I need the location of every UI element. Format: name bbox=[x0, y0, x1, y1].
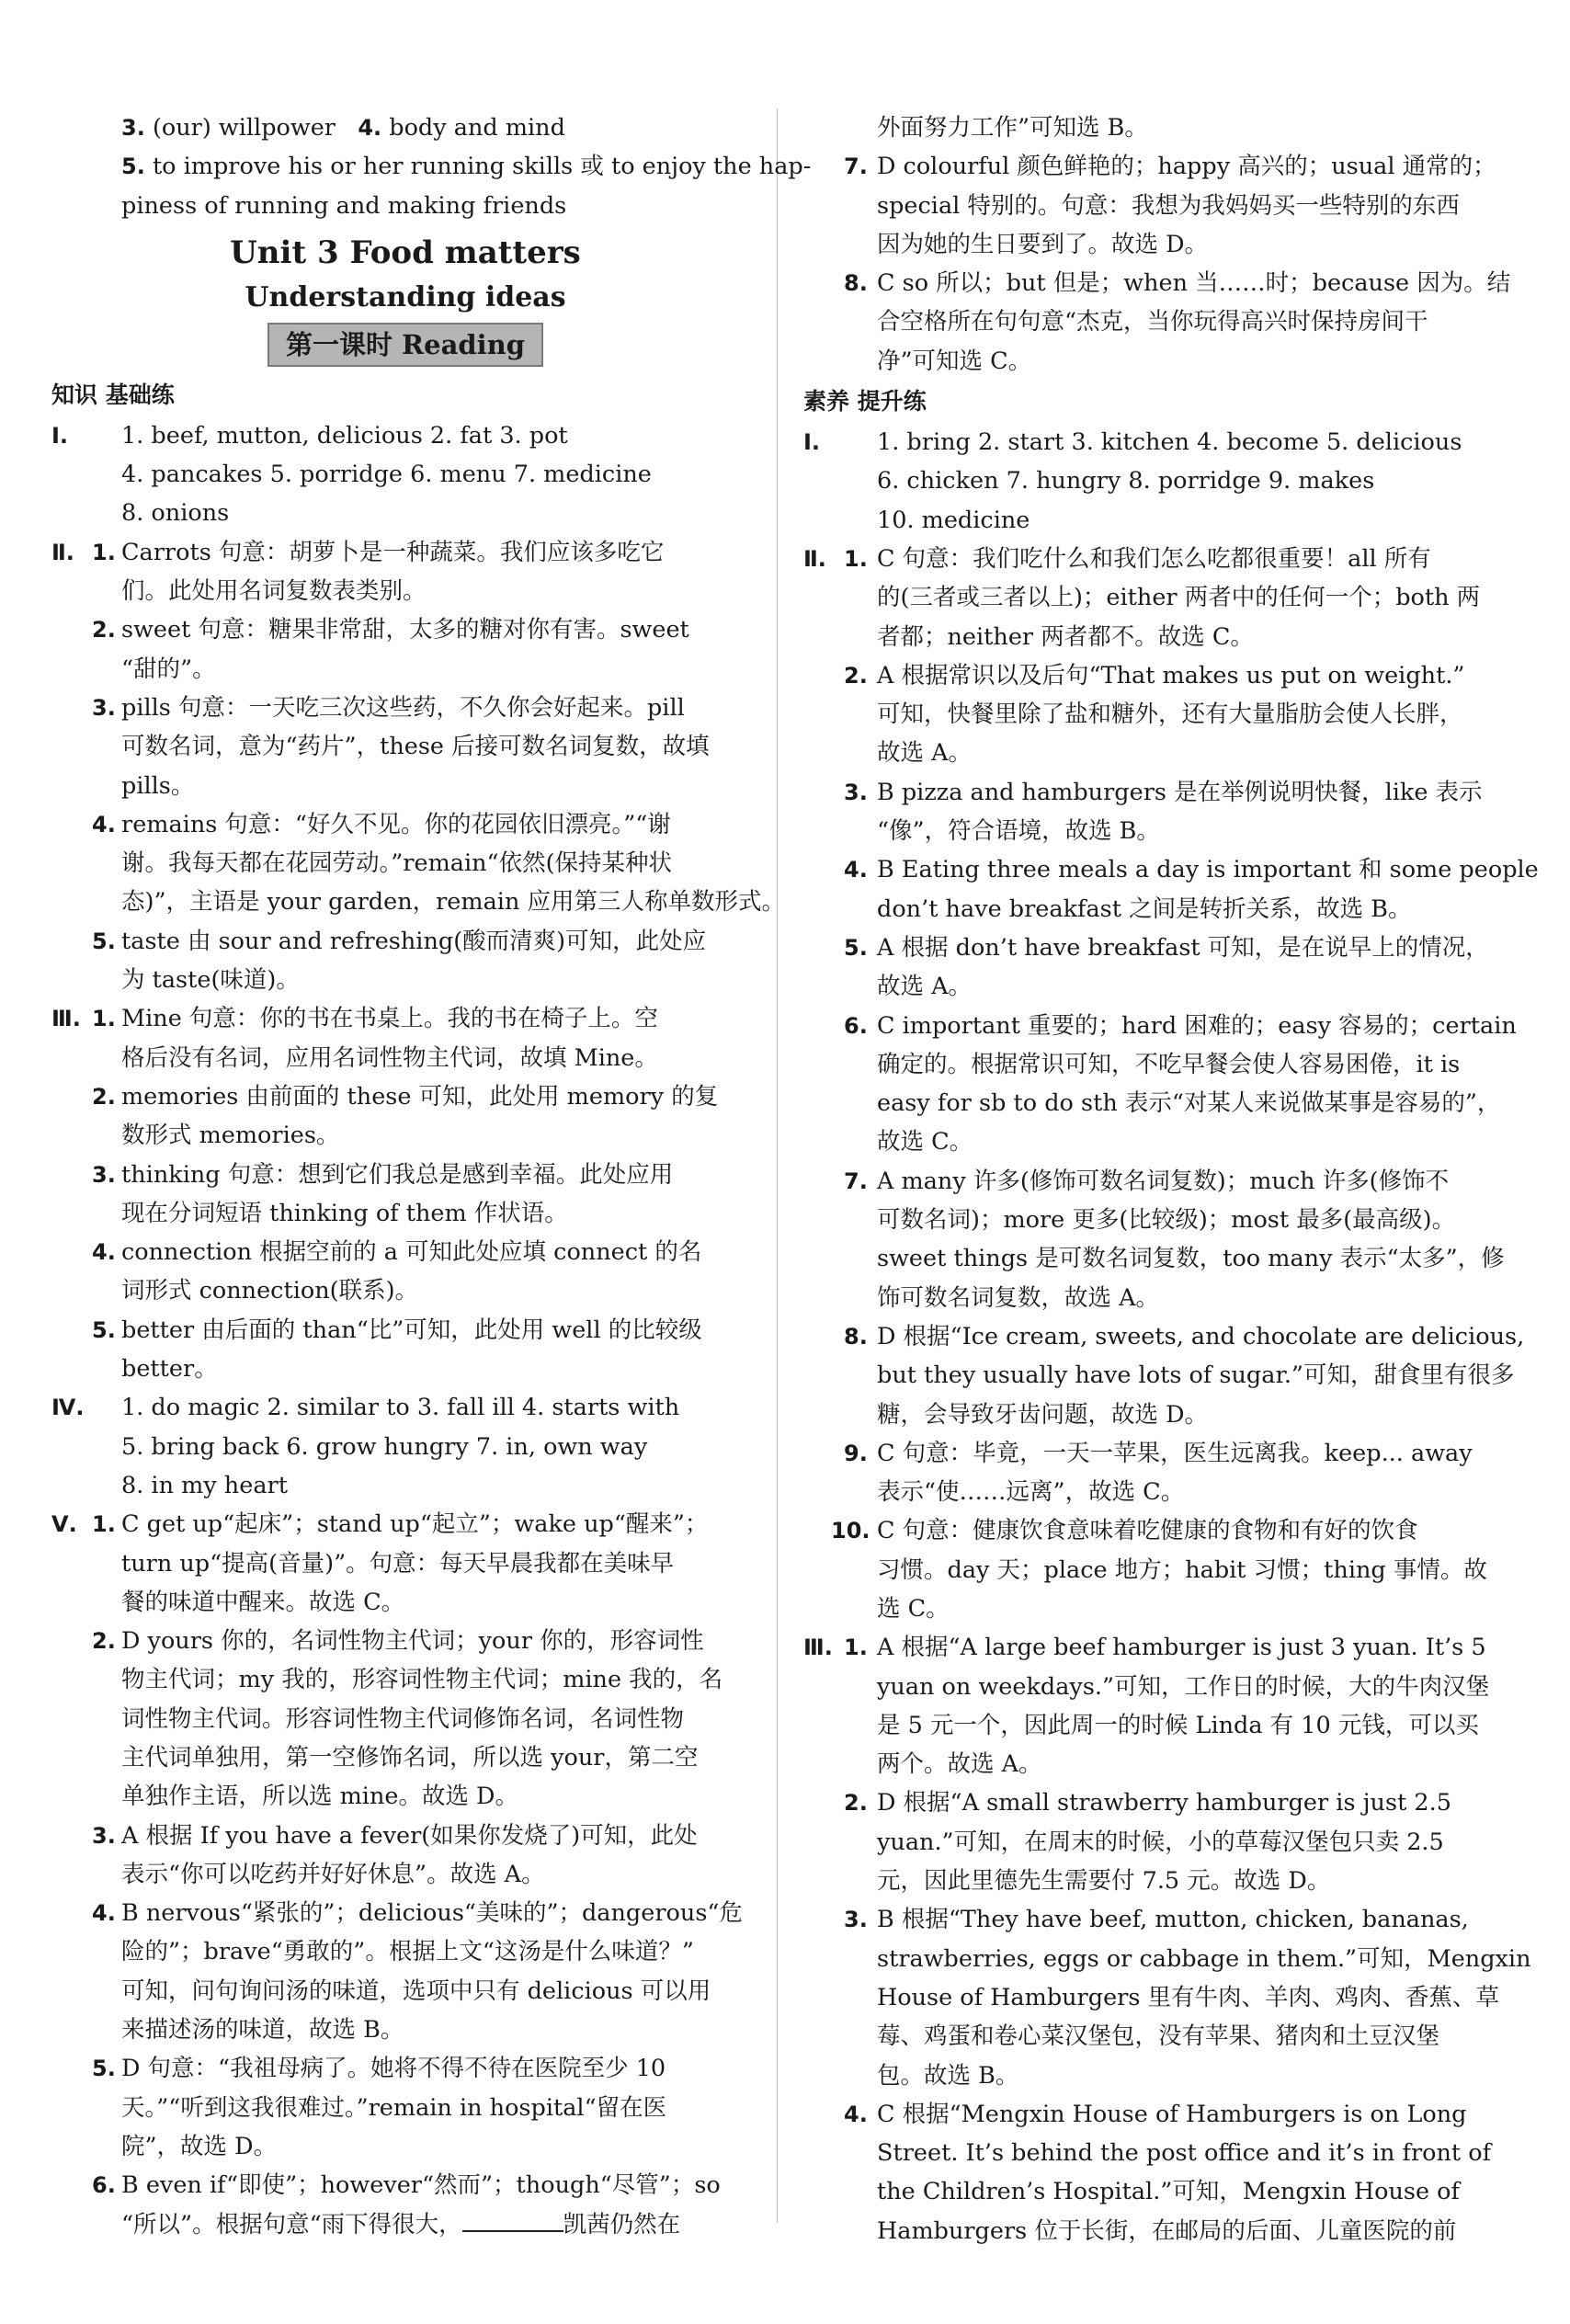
section-R-II bbox=[803, 540, 1539, 1628]
answer-line: 两个。故选 A。 bbox=[877, 1750, 1042, 1779]
answer-line: Mine 句意：你的书在书桌上。我的书在椅子上。空 bbox=[121, 1005, 658, 1033]
answer-line: 主代词单独用，第一空修饰名词，所以选 your，第二空 bbox=[121, 1743, 699, 1771]
answer-line: D 根据“Ice cream, sweets, and chocolate are delicious, bbox=[877, 1322, 1525, 1350]
answer-line: 习惯。day 天；place 地方；habit 习惯；thing 事情。故 bbox=[877, 1555, 1487, 1584]
answer-line: 可知，快餐里除了盐和糖外，还有大量脂肪会使人长胖， bbox=[877, 701, 1463, 729]
answer-line: 故选 C。 bbox=[877, 1128, 973, 1156]
answer-line: strawberries, eggs or cabbage in them.”可知，Mengxin bbox=[877, 1944, 1531, 1973]
answer-line: 态)”，主语是 your garden，remain 应用第三人称单数形式。 bbox=[121, 888, 785, 917]
answer-line: better 由后面的 than“比”可知，此处用 well 的比较级 bbox=[121, 1316, 702, 1344]
answer-line: 是 5 元一个，因此周一的时候 Linda 有 10 元钱，可以买 bbox=[877, 1711, 1479, 1739]
answer-line: 饰可数名词复数，故选 A。 bbox=[877, 1283, 1160, 1312]
item-number: 1. bbox=[92, 1006, 116, 1032]
item-number: 2. bbox=[92, 1083, 116, 1110]
section-roman-numeral: Ⅲ. bbox=[51, 1006, 81, 1032]
item-number: 7. bbox=[844, 154, 868, 180]
answer-line: 可数名词，意为“药片”，these 后接可数名词复数，故填 bbox=[121, 733, 710, 761]
answer-item bbox=[51, 805, 785, 922]
answer-line: 为 taste(味道)。 bbox=[121, 966, 300, 995]
section-roman-numeral: Ⅲ. bbox=[803, 1635, 833, 1661]
section-basic-heading: 知识 基础练 bbox=[51, 381, 175, 408]
section-V bbox=[51, 1505, 759, 2244]
answer-item bbox=[803, 1162, 1517, 1317]
answer-line: 院”，故选 D。 bbox=[121, 2132, 278, 2160]
answer-item bbox=[51, 999, 759, 1077]
answer-line: 单独作主语，所以选 mine。故选 D。 bbox=[121, 1783, 519, 1811]
answer-line: A 根据常识以及后句“That makes us put on weight.” bbox=[877, 661, 1465, 689]
answer-line: B nervous“紧张的”；delicious“美味的”；dangerous“危 bbox=[121, 1899, 743, 1928]
answer-line: 故选 A。 bbox=[877, 739, 973, 768]
unit-subtitle: Understanding ideas bbox=[245, 280, 566, 313]
answer-line: sweet things 是可数名词复数，too many 表示“太多”，修 bbox=[877, 1245, 1505, 1273]
answer-line: easy for sb to do sth 表示“对某人来说做某事是容易的”， bbox=[877, 1089, 1501, 1118]
answer-line: 词形式 connection(联系)。 bbox=[121, 1277, 419, 1305]
item-number: 4. bbox=[92, 811, 116, 837]
answer-line: connection 根据空前的 a 可知此处应填 connect 的名 bbox=[121, 1238, 702, 1267]
answer-line: “所以”。根据句意“雨下得很大， 凯茜仍然在 bbox=[121, 2210, 681, 2239]
answer-line: A 根据 don’t have breakfast 可知，是在说早上的情况， bbox=[877, 933, 1489, 962]
answer-line: 故选 A。 bbox=[877, 973, 973, 1001]
answer-item bbox=[51, 1894, 759, 2049]
answer-item bbox=[803, 928, 1517, 1007]
item-number: 3. bbox=[92, 1822, 116, 1849]
answer-line: C 句意：毕竟，一天一苹果，医生远离我。keep... away bbox=[877, 1439, 1473, 1467]
answer-line: “甜的”。 bbox=[121, 655, 216, 683]
section-R-III bbox=[803, 1628, 1531, 2250]
item-number: 6. bbox=[92, 2172, 116, 2199]
answer-line: 险的”；brave“勇敢的”。根据上文“这汤是什么味道？” bbox=[121, 1938, 694, 1966]
answer-line: 谢。我每天都在花园劳动。”remain“依然(保持某种状 bbox=[121, 849, 673, 878]
answer-item bbox=[51, 1622, 759, 1816]
item-number: 1. bbox=[844, 545, 868, 572]
answer-line: Carrots 句意：胡萝卜是一种蔬菜。我们应该多吃它 bbox=[121, 538, 665, 566]
answer-line: memories 由前面的 these 可知，此处用 memory 的复 bbox=[121, 1082, 719, 1111]
item-number: 3. bbox=[844, 1907, 868, 1933]
item-number: 2. bbox=[844, 662, 868, 689]
answer-item bbox=[51, 1505, 759, 1622]
answer-line: D 句意：“我祖母病了。她将不得不待在医院至少 10 bbox=[121, 2055, 666, 2083]
unit-title: Unit 3 Food matters bbox=[230, 234, 581, 271]
answer-item bbox=[51, 1817, 759, 1895]
item-number: 5. bbox=[92, 1316, 116, 1343]
answer-line: 可知，问句询问汤的味道，选项中只有 delicious 可以用 bbox=[121, 1977, 711, 2005]
section-roman-numeral: Ⅴ. bbox=[51, 1511, 77, 1538]
section-roman-numeral: Ⅱ. bbox=[51, 539, 74, 565]
answer-line: 糖，会导致牙齿问题，故选 D。 bbox=[877, 1400, 1209, 1429]
item-number: 7. bbox=[844, 1168, 868, 1194]
answer-item bbox=[803, 1434, 1517, 1512]
item-number: 5. bbox=[92, 2056, 116, 2082]
answer-line: 的(三者或三者以上)；either 两者中的任何一个；both 两 bbox=[877, 584, 1481, 612]
answer-line: 数形式 memories。 bbox=[121, 1122, 340, 1150]
item-number: 1. bbox=[844, 1635, 868, 1661]
answer-line: 表示“你可以吃药并好好休息”。故选 A。 bbox=[121, 1860, 545, 1888]
item-number: 9. bbox=[844, 1440, 868, 1466]
answer-line: better。 bbox=[121, 1355, 218, 1384]
section-improve-heading: 素养 提升练 bbox=[803, 388, 927, 416]
answer-line: B pizza and hamburgers 是在举例说明快餐，like 表示 bbox=[877, 778, 1483, 806]
section-III bbox=[51, 999, 759, 1388]
item-number: 5. bbox=[844, 934, 868, 961]
right-column bbox=[803, 108, 1539, 2250]
answer-line: 选 C。 bbox=[877, 1594, 950, 1623]
answer-line: 们。此处用名词复数表类别。 bbox=[121, 577, 427, 606]
column-divider bbox=[777, 108, 778, 2223]
item-number: 4. bbox=[92, 1239, 116, 1266]
answer-item bbox=[803, 540, 1517, 656]
answer-line: C so 所以；but 但是；when 当……时；because 因为。结 bbox=[877, 269, 1511, 298]
answer-line: pills 句意：一天吃三次这些药，不久你会好起来。pill bbox=[121, 693, 685, 722]
answer-line: turn up“提高(音量)”。句意：每天早晨我都在美味早 bbox=[121, 1549, 675, 1578]
answer-line: C 句意：健康饮食意味着吃健康的食物和有好的饮食 bbox=[877, 1517, 1418, 1545]
answer-line: B Eating three meals a day is important 和 some people bbox=[877, 856, 1539, 884]
answer-line: the Children’s Hospital.”可知，Mengxin House of bbox=[877, 2178, 1460, 2206]
answer-line: 来描述汤的味道，故选 B。 bbox=[121, 2016, 404, 2045]
answer-line: Hamburgers 位于长街，在邮局的后面、儿童医院的前 bbox=[877, 2216, 1457, 2245]
answer-line: 可数名词)；more 更多(比较级)；most 最多(最高级)。 bbox=[877, 1206, 1456, 1235]
answer-line: 莓、鸡蛋和卷心菜汉堡包，没有苹果、猪肉和土豆汉堡 bbox=[877, 2022, 1440, 2051]
answer-item bbox=[51, 1233, 759, 1311]
section-R-I: Ⅰ. 1. bring 2. start 3. kitchen 4. become 5. delicious 6. chicken 7. hungry 8. porridge 9. makes 10. medicine bbox=[803, 428, 1462, 534]
answer-line: D 根据“A small strawberry hamburger is just 2.5 bbox=[877, 1789, 1451, 1817]
answer-line: taste 由 sour and refreshing(酸而清爽)可知，此处应 bbox=[121, 927, 707, 955]
answer-line: 词性物主代词。形容词性物主代词修饰名词，名词性物 bbox=[121, 1704, 685, 1733]
answer-item bbox=[51, 2166, 759, 2244]
answer-line: pills。 bbox=[121, 771, 195, 800]
answer-line: 包。故选 B。 bbox=[877, 2061, 1019, 2090]
answer-line: 现在分词短语 thinking of them 作状语。 bbox=[121, 1199, 568, 1227]
answer-line: A 根据“A large beef hamburger is just 3 yuan. It’s 5 bbox=[877, 1634, 1486, 1662]
item-number: 2. bbox=[92, 1628, 116, 1655]
answer-line: yuan.”可知，在周末的时候，小的草莓汉堡包只卖 2.5 bbox=[877, 1828, 1444, 1856]
item-number: 1. bbox=[92, 1511, 116, 1538]
answer-line: Street. It’s behind the post office and it’s in front of bbox=[877, 2139, 1492, 2168]
answer-line: 餐的味道中醒来。故选 C。 bbox=[121, 1588, 405, 1616]
answer-line: 天。”“听到这我很难过。”remain in hospital“留在医 bbox=[121, 2093, 667, 2122]
right-top-items bbox=[803, 147, 1517, 381]
answer-item bbox=[803, 1317, 1525, 1434]
answer-line: sweet 句意：糖果非常甜，太多的糖对你有害。sweet bbox=[121, 616, 689, 644]
item-number: 3. bbox=[844, 779, 868, 805]
answer-item bbox=[803, 2095, 1517, 2250]
answer-line: “像”，符合语境，故选 B。 bbox=[877, 817, 1160, 846]
answer-line: 格后没有名词，应用名词性物主代词，故填 Mine。 bbox=[121, 1043, 658, 1072]
answer-line: C 根据“Mengxin House of Hamburgers is on Long bbox=[877, 2100, 1467, 2128]
answer-item bbox=[51, 2049, 759, 2166]
answer-item bbox=[803, 1628, 1517, 1783]
answer-line: yuan on weekdays.”可知，工作日的时候，大的牛肉汉堡 bbox=[877, 1672, 1490, 1701]
lesson-banner: 第一课时 Reading bbox=[267, 323, 543, 367]
item-number: 6. bbox=[844, 1012, 868, 1039]
item-number: 8. bbox=[844, 270, 868, 297]
answer-line: D colourful 颜色鲜艳的；happy 高兴的；usual 通常的； bbox=[877, 153, 1496, 181]
answer-line: House of Hamburgers 里有牛肉、羊肉、鸡肉、香蕉、草 bbox=[877, 1983, 1500, 2011]
answer-line: 净”可知选 C。 bbox=[877, 347, 1032, 375]
answer-item bbox=[51, 610, 759, 689]
answer-item bbox=[803, 773, 1517, 851]
item-number: 8. bbox=[844, 1323, 868, 1350]
item-number: 4. bbox=[844, 857, 868, 883]
answer-line: B 根据“They have beef, mutton, chicken, bananas, bbox=[877, 1906, 1469, 1934]
answer-item bbox=[803, 1007, 1517, 1162]
item-number: 1. bbox=[92, 539, 116, 565]
answer-line: don’t have breakfast 之间是转折关系，故选 B。 bbox=[877, 894, 1412, 923]
answer-line: thinking 句意：想到它们我总是感到幸福。此处应用 bbox=[121, 1160, 674, 1189]
answer-line: C important 重要的；hard 困难的；easy 容易的；certain bbox=[877, 1011, 1517, 1040]
answer-line: C get up“起床”；stand up“起立”；wake up“醒来”； bbox=[121, 1510, 709, 1539]
section-II bbox=[51, 533, 785, 1000]
answer-line: A 根据 If you have a fever(如果你发烧了)可知，此处 bbox=[121, 1821, 698, 1850]
answer-line: but they usually have lots of sugar.”可知，甜食里有很多 bbox=[877, 1361, 1515, 1390]
item-number: 3. bbox=[92, 1161, 116, 1188]
answer-line: 者都；neither 两者都不。故选 C。 bbox=[877, 622, 1254, 651]
answer-item bbox=[803, 850, 1539, 928]
item-number: 3. bbox=[92, 694, 116, 721]
answer-item bbox=[51, 689, 759, 805]
answer-line: special 特别的。句意：我想为我妈妈买一些特别的东西 bbox=[877, 191, 1460, 220]
continued-answer: 外面努力工作”可知选 B。 bbox=[877, 114, 1148, 142]
answer-line: 因为她的生日要到了。故选 D。 bbox=[877, 230, 1209, 258]
prev-answers: 3. (our) willpower 4. body and mind 5. to improve his or her running skills 或 to enjoy the hap- piness of running and making friends bbox=[121, 114, 812, 220]
answer-item bbox=[803, 656, 1517, 773]
item-number: 4. bbox=[844, 2101, 868, 2127]
answer-item bbox=[803, 264, 1517, 381]
answer-line: C 句意：我们吃什么和我们怎么吃都很重要！all 所有 bbox=[877, 544, 1431, 573]
answer-item bbox=[51, 533, 759, 611]
answer-line: 表示“使……远离”，故选 C。 bbox=[877, 1478, 1185, 1507]
item-number: 2. bbox=[92, 617, 116, 644]
answer-line: D yours 你的，名词性物主代词；your 你的，形容词性 bbox=[121, 1627, 704, 1656]
section-roman-numeral: Ⅱ. bbox=[803, 545, 826, 572]
answer-line: 合空格所在句句意“杰克，当你玩得高兴时保持房间干 bbox=[877, 308, 1428, 336]
answer-item bbox=[803, 1783, 1517, 1900]
answer-line: B even if“即使”；however“然而”；though“尽管”；so bbox=[121, 2171, 721, 2200]
answer-item bbox=[803, 1900, 1531, 2094]
answer-item bbox=[803, 1511, 1517, 1628]
section-I: Ⅰ. 1. beef, mutton, delicious 2. fat 3. pot 4. pancakes 5. porridge 6. menu 7. medicine 8. onions bbox=[51, 421, 652, 528]
answer-line: 确定的。根据常识可知，不吃早餐会使人容易困倦，it is bbox=[877, 1050, 1461, 1078]
answer-item bbox=[51, 1311, 759, 1389]
item-number: 5. bbox=[92, 928, 116, 954]
answer-item bbox=[51, 1077, 759, 1156]
answer-line: 物主代词；my 我的，形容词性物主代词；mine 我的，名 bbox=[121, 1666, 723, 1694]
item-number: 10. bbox=[831, 1518, 870, 1544]
answer-line: 元，因此里德先生需要付 7.5 元。故选 D。 bbox=[877, 1867, 1331, 1896]
fill-blank bbox=[462, 2210, 563, 2232]
answer-item bbox=[51, 922, 759, 1000]
answer-line: A many 许多(修饰可数名词复数)；much 许多(修饰不 bbox=[877, 1167, 1450, 1195]
item-number: 4. bbox=[92, 1900, 116, 1927]
left-column bbox=[51, 108, 812, 2244]
answer-item bbox=[803, 147, 1517, 264]
answer-line: remains 句意：“好久不见。你的花园依旧漂亮。”“谢 bbox=[121, 810, 671, 838]
item-number: 2. bbox=[844, 1790, 868, 1817]
answer-item bbox=[51, 1156, 759, 1234]
section-IV: Ⅳ. 1. do magic 2. similar to 3. fall ill 4. starts with 5. bring back 6. grow hungry 7. in, own way 8. in my heart bbox=[51, 1394, 680, 1499]
